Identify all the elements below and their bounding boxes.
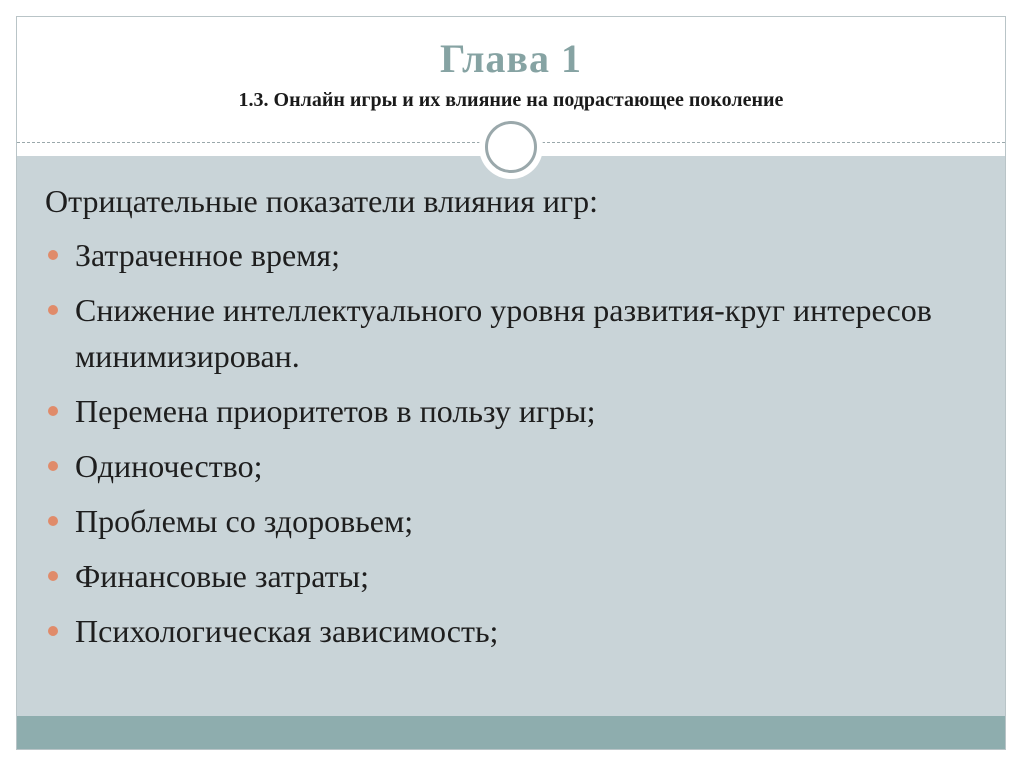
bullet-icon (48, 250, 58, 260)
bullet-text: Проблемы со здоровьем; (75, 503, 414, 539)
bullet-text: Психологическая зависимость; (75, 613, 499, 649)
footer-band (17, 716, 1005, 749)
bullet-text: Финансовые затраты; (75, 558, 370, 594)
bullet-text: Перемена приоритетов в пользу игры; (75, 393, 596, 429)
bullet-text: Одиночество; (75, 448, 263, 484)
bullet-text: Снижение интеллектуального уровня развития-круг интересов минимизирован. (75, 292, 932, 374)
bullet-icon (48, 461, 58, 471)
bullet-icon (48, 571, 58, 581)
bullet-icon (48, 516, 58, 526)
bullet-icon (48, 305, 58, 315)
list-item (45, 287, 975, 379)
slide-content (45, 178, 975, 663)
slide-title: Глава 1 (440, 36, 582, 81)
bullet-icon (48, 626, 58, 636)
bullet-list (45, 232, 975, 654)
list-item (45, 232, 975, 278)
slide-subtitle: 1.3. Онлайн игры и их влияние на подрастающее поколение (238, 89, 784, 111)
intro-text: Отрицательные показатели влияния игр: (45, 183, 598, 219)
divider-ring-inner (485, 121, 537, 173)
list-item (45, 498, 975, 544)
list-item (45, 443, 975, 489)
list-item (45, 553, 975, 599)
bullet-text: Затраченное время; (75, 237, 341, 273)
list-item (45, 608, 975, 654)
list-item (45, 388, 975, 434)
bullet-icon (48, 406, 58, 416)
